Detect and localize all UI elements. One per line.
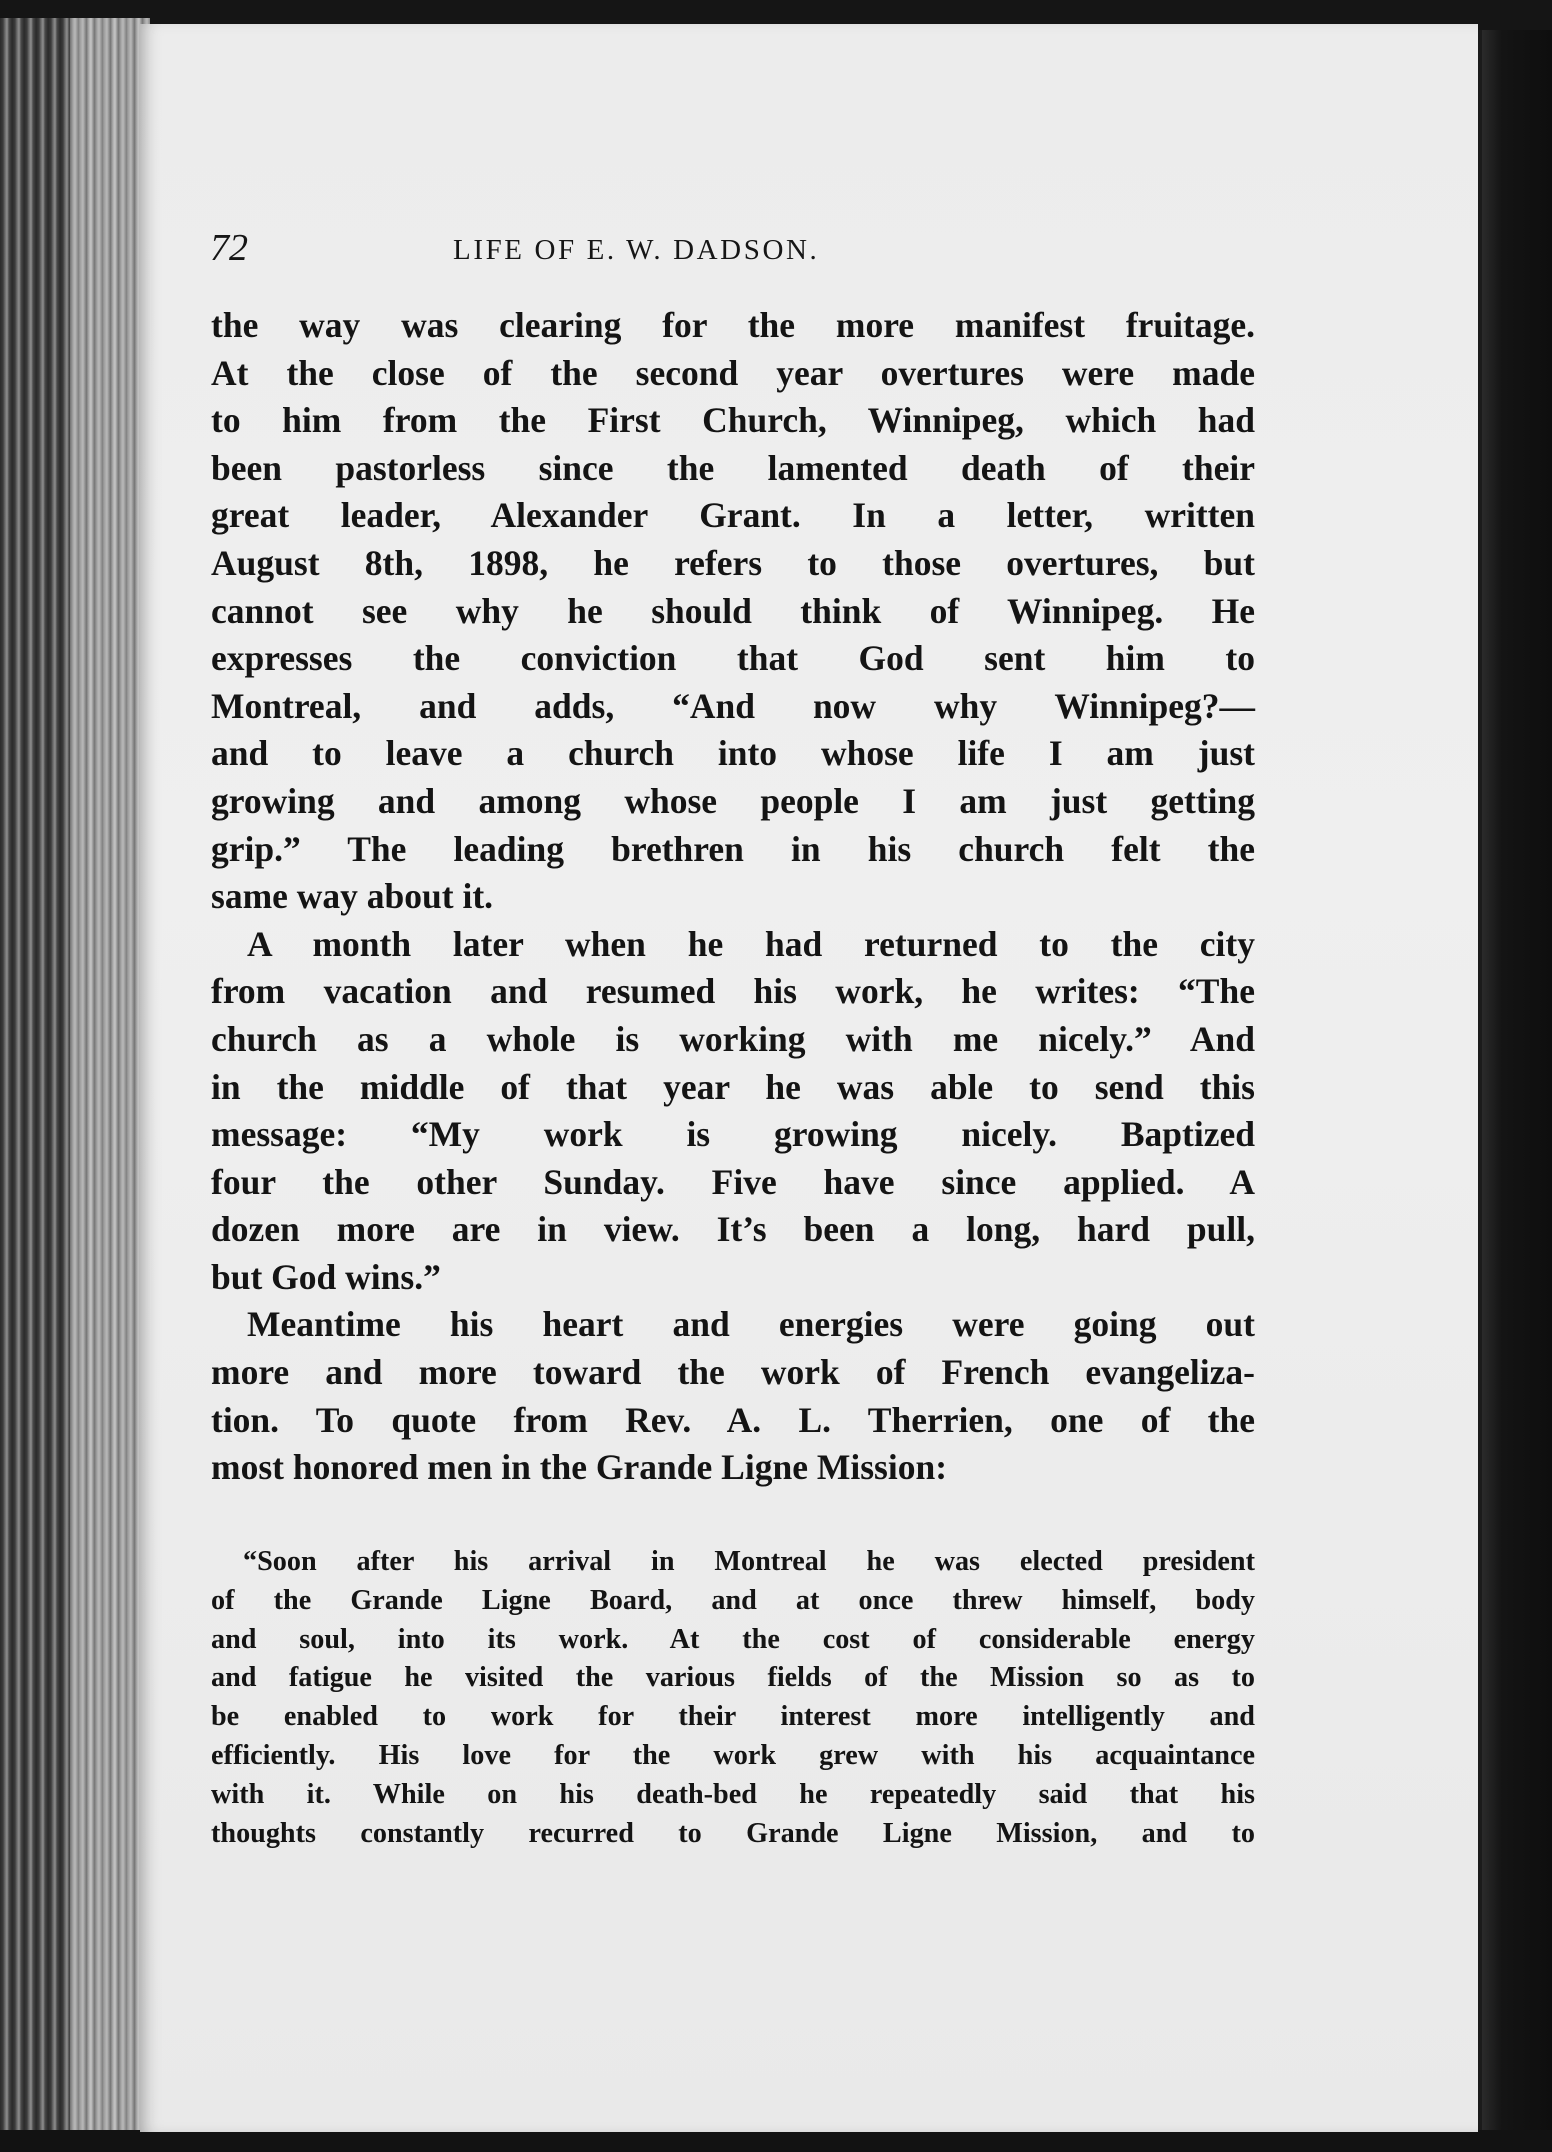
text-line: A month later when he had returned to the city <box>247 923 1255 964</box>
text-line: four the other Sunday. Five have since applied. A <box>211 1161 1255 1202</box>
text-line: expresses the conviction that God sent him to <box>211 638 1255 679</box>
paragraph-2 <box>211 921 1255 1302</box>
text-line: grip.” The leading brethren in his church felt the <box>211 828 1255 869</box>
text-line: tion. To quote from Rev. A. L. Therrien, one of the <box>211 1399 1255 1440</box>
book-page-edges-highlight <box>70 18 150 2152</box>
quote-line: with it. While on his death-bed he repeatedly said that his <box>211 1778 1255 1810</box>
text-line: great leader, Alexander Grant. In a letter, written <box>211 495 1255 536</box>
quote-line: thoughts constantly recurred to Grande Ligne Mission, and to <box>211 1817 1255 1849</box>
text-line: but God wins.” <box>211 1256 441 1297</box>
paragraph-3 <box>211 1301 1255 1491</box>
paragraph-1 <box>211 302 1255 921</box>
text-line: Meantime his heart and energies were going out <box>247 1304 1255 1345</box>
quote-line: and soul, into its work. At the cost of considerable energy <box>211 1623 1255 1655</box>
text-line: Montreal, and adds, “And now why Winnipeg?— <box>211 685 1255 726</box>
body-text <box>211 302 1255 1492</box>
text-line: growing and among whose people I am just getting <box>211 780 1255 821</box>
book-spine-shadow <box>1482 30 1552 2152</box>
quote-line: efficiently. His love for the work grew with his acquaintance <box>211 1739 1255 1771</box>
text-line: the way was clearing for the more manifest fruitage. <box>211 305 1255 345</box>
text-line: August 8th, 1898, he refers to those overtures, but <box>211 542 1255 583</box>
text-line: church as a whole is working with me nicely.” And <box>211 1018 1255 1059</box>
text-line: in the middle of that year he was able to send this <box>211 1066 1255 1107</box>
running-title: LIFE OF E. W. DADSON. <box>453 234 820 266</box>
text-line: to him from the First Church, Winnipeg, which had <box>211 400 1255 441</box>
text-line: same way about it. <box>211 876 494 917</box>
text-line: been pastorless since the lamented death of their <box>211 447 1255 488</box>
text-line: from vacation and resumed his work, he writes: “The <box>211 971 1255 1012</box>
scan-bottom-border <box>0 2130 1552 2152</box>
text-line: most honored men in the Grande Ligne Mission: <box>211 1447 948 1488</box>
quote-line: of the Grande Ligne Board, and at once threw himself, body <box>211 1584 1255 1616</box>
text-line: dozen more are in view. It’s been a long, hard pull, <box>211 1209 1255 1250</box>
text-line: cannot see why he should think of Winnipeg. He <box>211 590 1255 631</box>
quote-line: “Soon after his arrival in Montreal he was elected president <box>243 1546 1255 1577</box>
text-line: and to leave a church into whose life I am just <box>211 733 1255 774</box>
running-head <box>210 226 1260 286</box>
text-line: more and more toward the work of French evangeliza- <box>211 1352 1255 1393</box>
page-number: 72 <box>210 227 248 269</box>
block-quote <box>211 1543 1255 1853</box>
quote-line: and fatigue he visited the various fields of the Mission so as to <box>211 1662 1255 1694</box>
text-line: At the close of the second year overtures were made <box>211 352 1255 393</box>
text-line: message: “My work is growing nicely. Baptized <box>211 1114 1255 1155</box>
quote-line: be enabled to work for their interest more intelligently and <box>211 1701 1255 1733</box>
